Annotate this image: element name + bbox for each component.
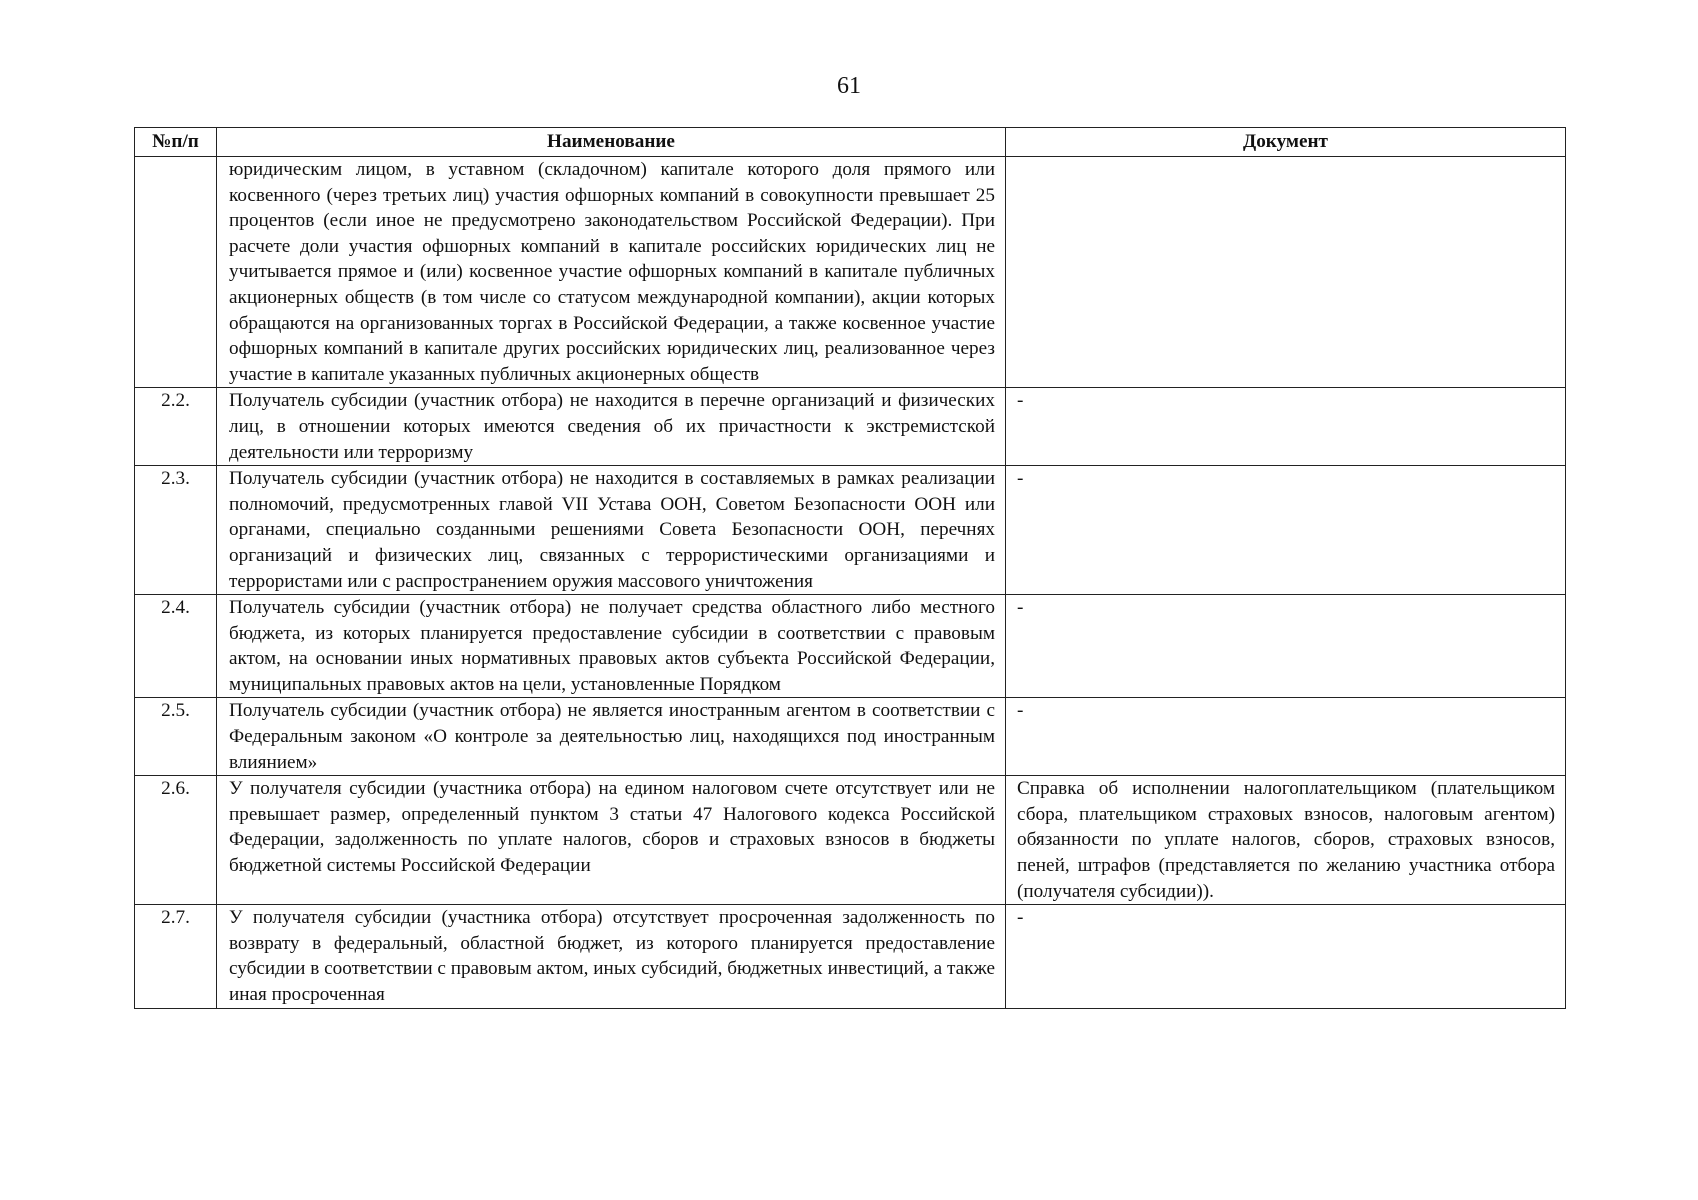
table-header-row (135, 128, 1566, 157)
table-row (135, 466, 1566, 595)
table-row (135, 388, 1566, 466)
table-row (135, 776, 1566, 905)
row-number: 2.4. (135, 595, 217, 698)
row-document (1006, 157, 1566, 388)
row-number: 2.7. (135, 905, 217, 1008)
row-name: Получатель субсидии (участник отбора) не находится в составляемых в рамках реализации полномочий, предусмотренных главой VII Устава ООН, Советом Безопасности ООН или органами, специально созданными решениями Совета Безопасности ООН, перечнях организаций и физических лиц, связанных с террористическими организациями и террористами или с распространением оружия массового уничтожения (217, 466, 1006, 595)
row-name (217, 905, 1006, 1008)
table-row (135, 595, 1566, 698)
row-document: - (1006, 905, 1566, 1008)
row-name: Получатель субсидии (участник отбора) не является иностранным агентом в соответствии с Федеральным законом «О контроле за деятельностью лиц, находящихся под иностранным влиянием» (217, 698, 1006, 776)
row-name: Получатель субсидии (участник отбора) не получает средства областного либо местного бюджета, из которых планируется предоставление субсидии в соответствии с правовым актом, на основании иных нормативных правовых актов субъекта Российской Федерации, муниципальных правовых актов на цели, установленные Порядком (217, 595, 1006, 698)
header-document: Документ (1006, 128, 1566, 157)
row-name-text: У получателя субсидии (участника отбора) отсутствует просроченная задолженность по возврату в федеральный, областной бюджет, из которого планируется предоставление субсидии в соответствии с правовым актом, иных субсидий, бюджетных инвестиций, а также иная просроченная (229, 907, 995, 1005)
requirements-table (134, 127, 1566, 1009)
row-name: Получатель субсидии (участник отбора) не находится в перечне организаций и физических лиц, в отношении которых имеются сведения об их причастности к экстремистской деятельности или терроризму (217, 388, 1006, 466)
table-row (135, 157, 1566, 388)
page-number: 61 (837, 73, 861, 99)
row-number: 2.3. (135, 466, 217, 595)
table-row (135, 698, 1566, 776)
table-row (135, 905, 1566, 1008)
row-number: 2.2. (135, 388, 217, 466)
row-name: У получателя субсидии (участника отбора) на едином налоговом счете отсутствует или не превышает размер, определенный пунктом 3 статьи 47 Налогового кодекса Российской Федерации, задолженность по уплате налогов, сборов и страховых взносов в бюджеты бюджетной системы Российской Федерации (217, 776, 1006, 905)
header-number: №п/п (135, 128, 217, 157)
row-document: - (1006, 595, 1566, 698)
row-document: - (1006, 466, 1566, 595)
row-document: Справка об исполнении налогоплательщиком (плательщиком сбора, плательщиком страховых взносов, налоговым агентом) обязанности по уплате налогов, сборов, страховых взносов, пеней, штрафов (представляется по желанию участника отбора (получателя субсидии)). (1006, 776, 1566, 905)
row-name: юридическим лицом, в уставном (складочном) капитале которого доля прямого или косвенного (через третьих лиц) участия офшорных компаний в совокупности превышает 25 процентов (если иное не предусмотрено законодательством Российской Федерации). При расчете доли участия офшорных компаний в капитале российских юридических лиц не учитывается прямое и (или) косвенное участие офшорных компаний в капитале публичных акционерных обществ (в том числе со статусом международной компании), акции которых обращаются на организованных торгах в Российской Федерации, а также косвенное участие офшорных компаний в капитале других российских юридических лиц, реализованное через участие в капитале указанных публичных акционерных обществ (217, 157, 1006, 388)
row-number (135, 157, 217, 388)
row-document: - (1006, 388, 1566, 466)
row-number: 2.5. (135, 698, 217, 776)
row-document: - (1006, 698, 1566, 776)
header-name: Наименование (217, 128, 1006, 157)
row-number: 2.6. (135, 776, 217, 905)
